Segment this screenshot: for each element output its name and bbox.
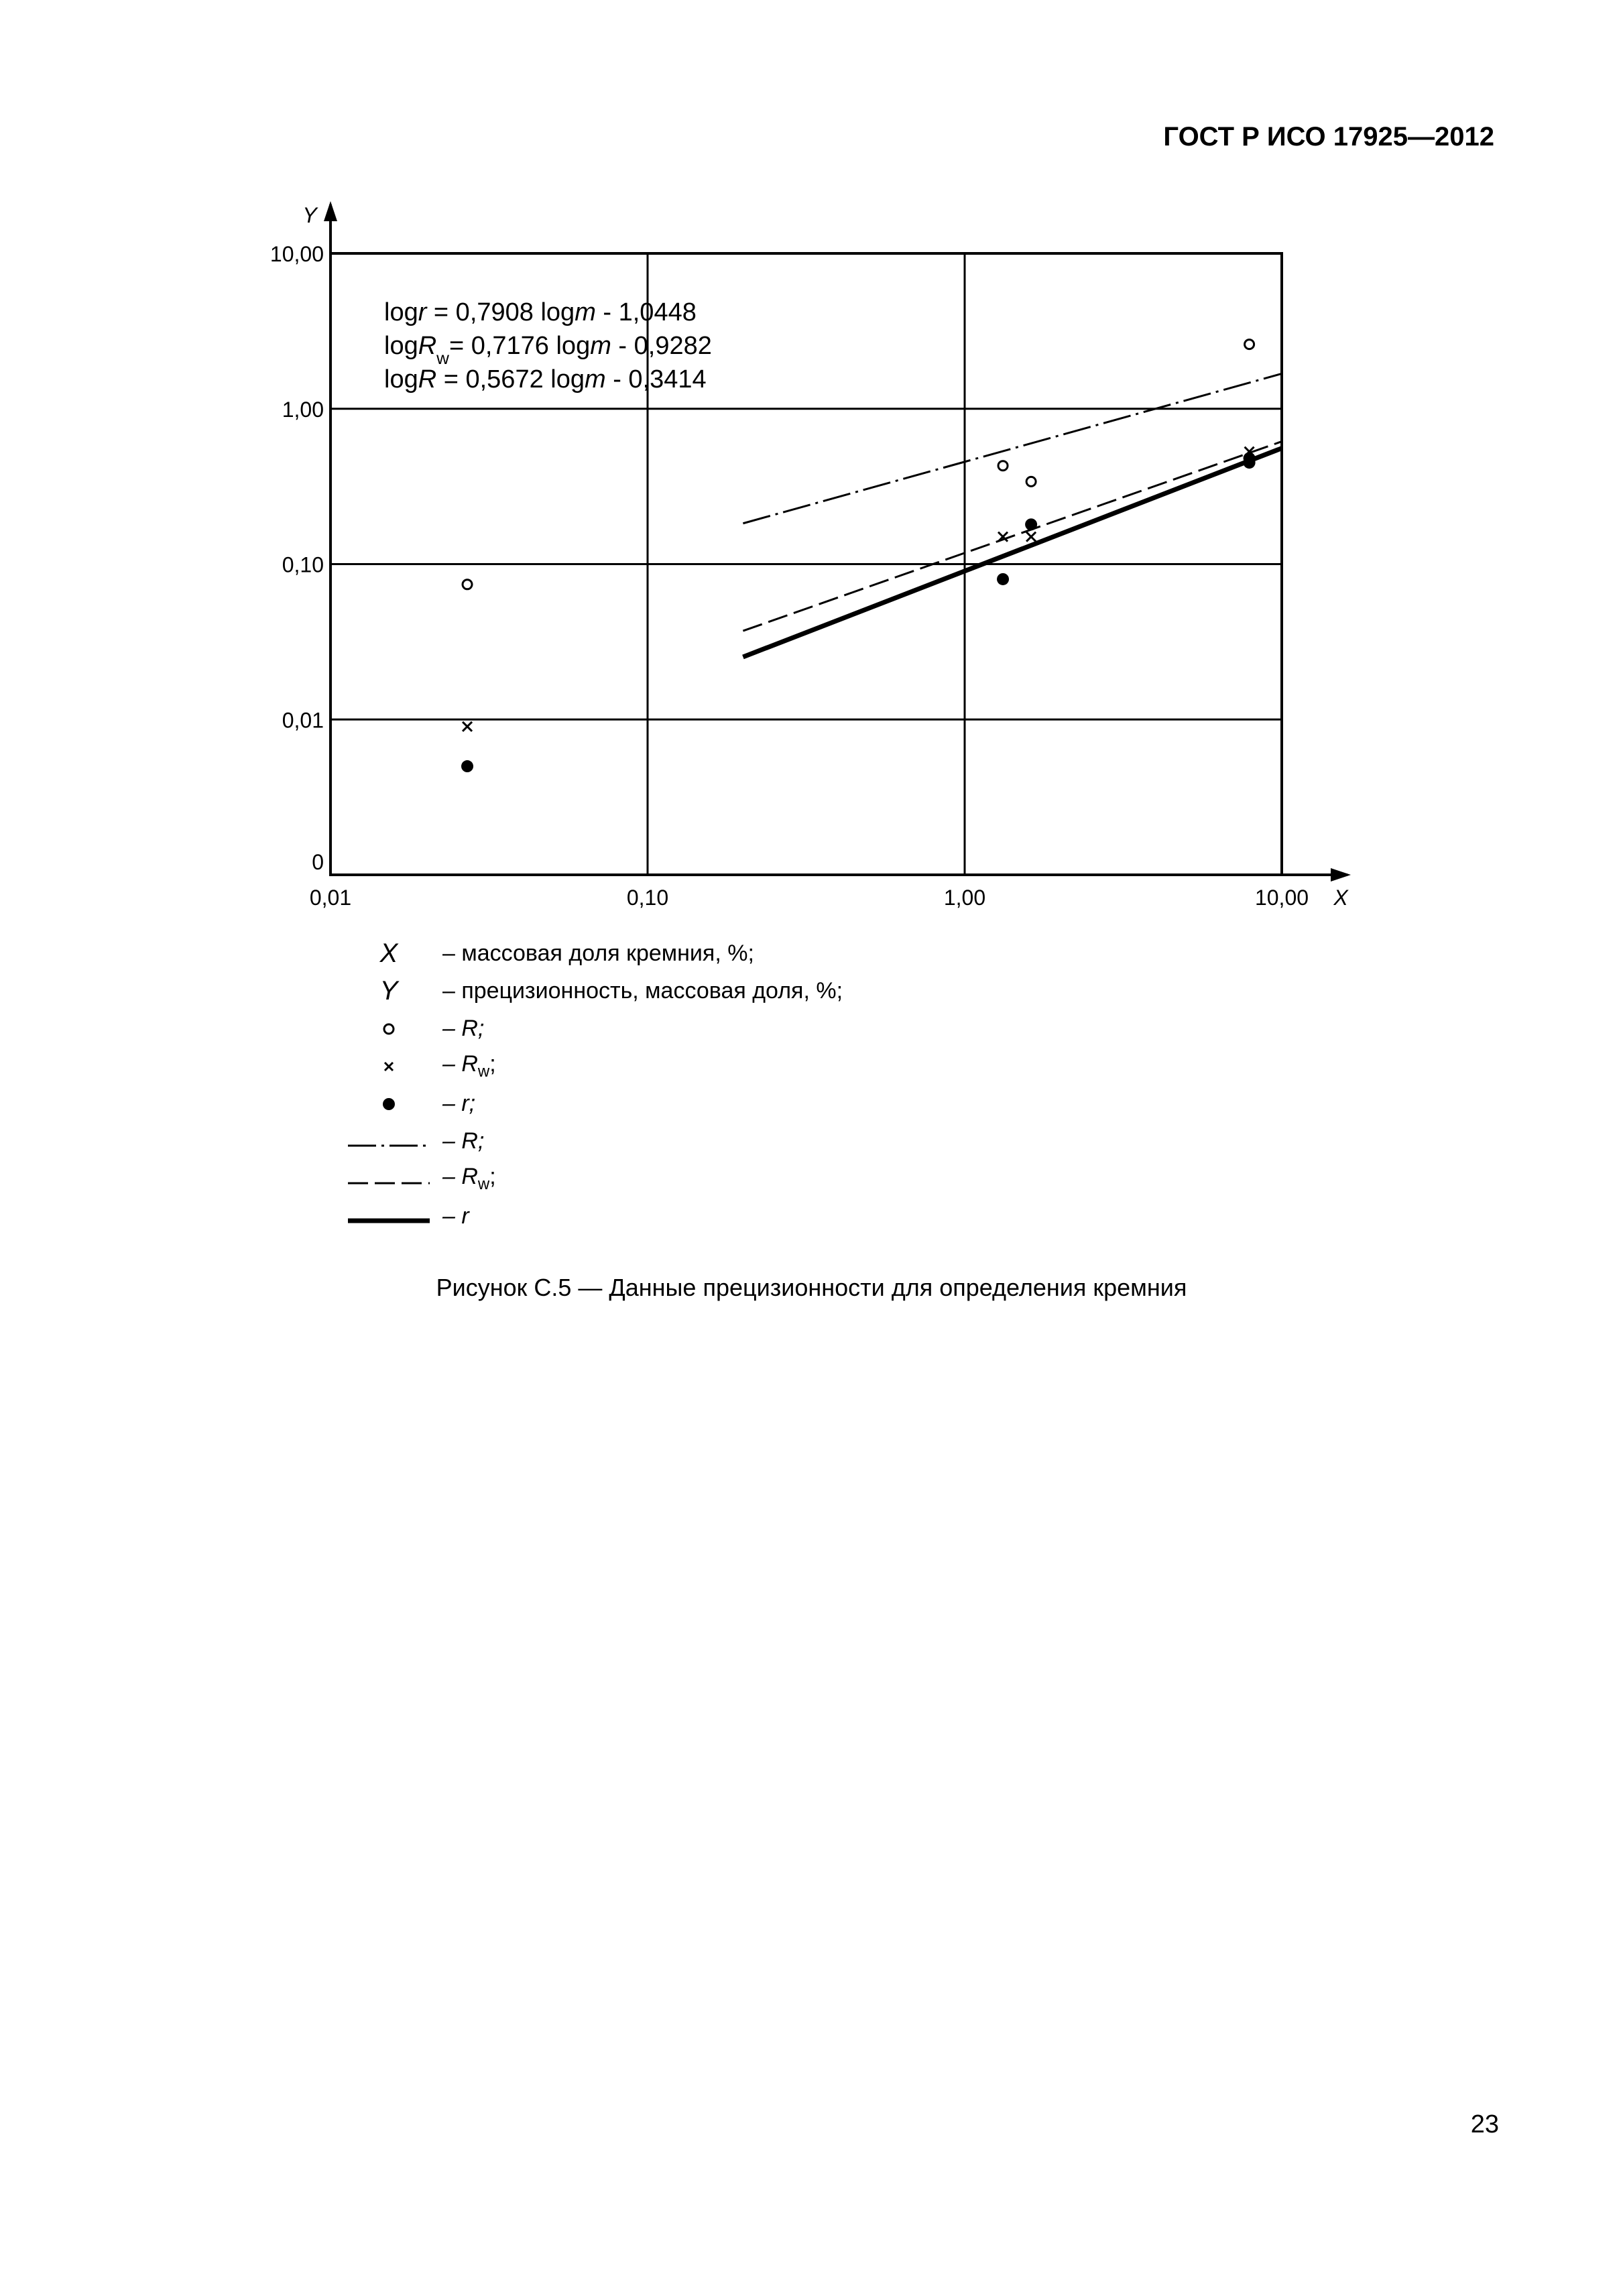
x-tick-label: 1,00 — [943, 886, 986, 910]
equation-text: logR$_w$= 0,7176 logm - 0,9282 — [384, 332, 712, 368]
legend-line-r-text: – r — [442, 1203, 469, 1229]
legend-line-Rw-text: – R — [442, 1163, 478, 1189]
x-axis-label: X — [1333, 886, 1348, 910]
legend-line-Rw-post: ; — [489, 1163, 496, 1189]
point-R — [1245, 340, 1254, 349]
y-axis-label: Y — [302, 203, 317, 227]
legend-row-line-Rw — [335, 1160, 496, 1197]
point-r — [1025, 518, 1037, 530]
regression-line-r — [743, 373, 1282, 523]
legend-row-points-r-small — [335, 1085, 475, 1122]
x-tick-label: 0,10 — [626, 886, 669, 910]
equation-text: logR = 0,5672 logm - 0,3414 — [384, 365, 707, 394]
dash-dot-line-icon — [335, 1126, 442, 1156]
legend-points-Rw-post: ; — [489, 1050, 496, 1077]
y-tick-label: 0,10 — [282, 552, 324, 577]
precision-chart — [0, 0, 1623, 939]
legend-points-R-text: – R; — [442, 1015, 485, 1041]
y-tick-label: 0 — [312, 850, 324, 874]
point-Rw — [463, 722, 472, 731]
y-axis-arrow-icon — [324, 201, 337, 221]
x-axis-arrow-icon — [1331, 868, 1351, 882]
legend-points-r-text: – r; — [442, 1090, 476, 1116]
legend-row-points-rw — [335, 1048, 496, 1084]
point-r — [997, 573, 1009, 585]
legend-points-Rw-text: – R — [442, 1050, 478, 1077]
x-tick-label: 0,01 — [309, 886, 352, 910]
regression-line-r — [743, 448, 1282, 657]
point-r — [461, 760, 473, 772]
legend-row-line-r — [335, 1198, 469, 1234]
document-header: ГОСТ Р ИСО 17925—2012 — [1163, 122, 1494, 152]
point-Rw — [1026, 532, 1036, 542]
legend — [335, 935, 1140, 1257]
legend-y-text: – прецизионность, массовая доля, %; — [442, 977, 843, 1004]
legend-line-Rw-sub: w — [477, 1174, 490, 1193]
point-r — [1244, 452, 1256, 465]
legend-x-symbol: X — [379, 938, 398, 968]
open-circle-icon — [335, 1014, 442, 1044]
point-R — [463, 580, 472, 589]
x-tick-label: 10,00 — [1254, 886, 1309, 910]
cross-icon — [335, 1051, 442, 1081]
legend-points-Rw-sub: w — [477, 1062, 490, 1081]
legend-row-y — [335, 973, 843, 1009]
thick-solid-line-icon — [335, 1201, 442, 1231]
y-tick-label: 10,00 — [269, 242, 324, 266]
dashed-line-icon — [335, 1164, 442, 1194]
y-tick-label: 0,01 — [282, 708, 324, 733]
filled-circle-icon — [335, 1089, 442, 1119]
equation-text: logr = 0,7908 logm - 1,0448 — [384, 298, 697, 326]
legend-row-points-r-big — [335, 1010, 484, 1046]
figure-caption: Рисунок С.5 — Данные прецизионности для определения кремния — [436, 1274, 1187, 1301]
regression-line-rw — [743, 442, 1282, 631]
legend-row-line-R — [335, 1123, 484, 1159]
legend-line-R-text: – R; — [442, 1128, 485, 1154]
point-R — [1026, 477, 1036, 486]
legend-y-symbol: Y — [379, 975, 398, 1006]
legend-x-text: – массовая доля кремния, %; — [442, 940, 754, 966]
point-R — [998, 461, 1008, 471]
legend-row-x — [335, 935, 754, 971]
y-tick-label: 1,00 — [282, 397, 324, 422]
page-number: 23 — [1470, 2110, 1499, 2138]
